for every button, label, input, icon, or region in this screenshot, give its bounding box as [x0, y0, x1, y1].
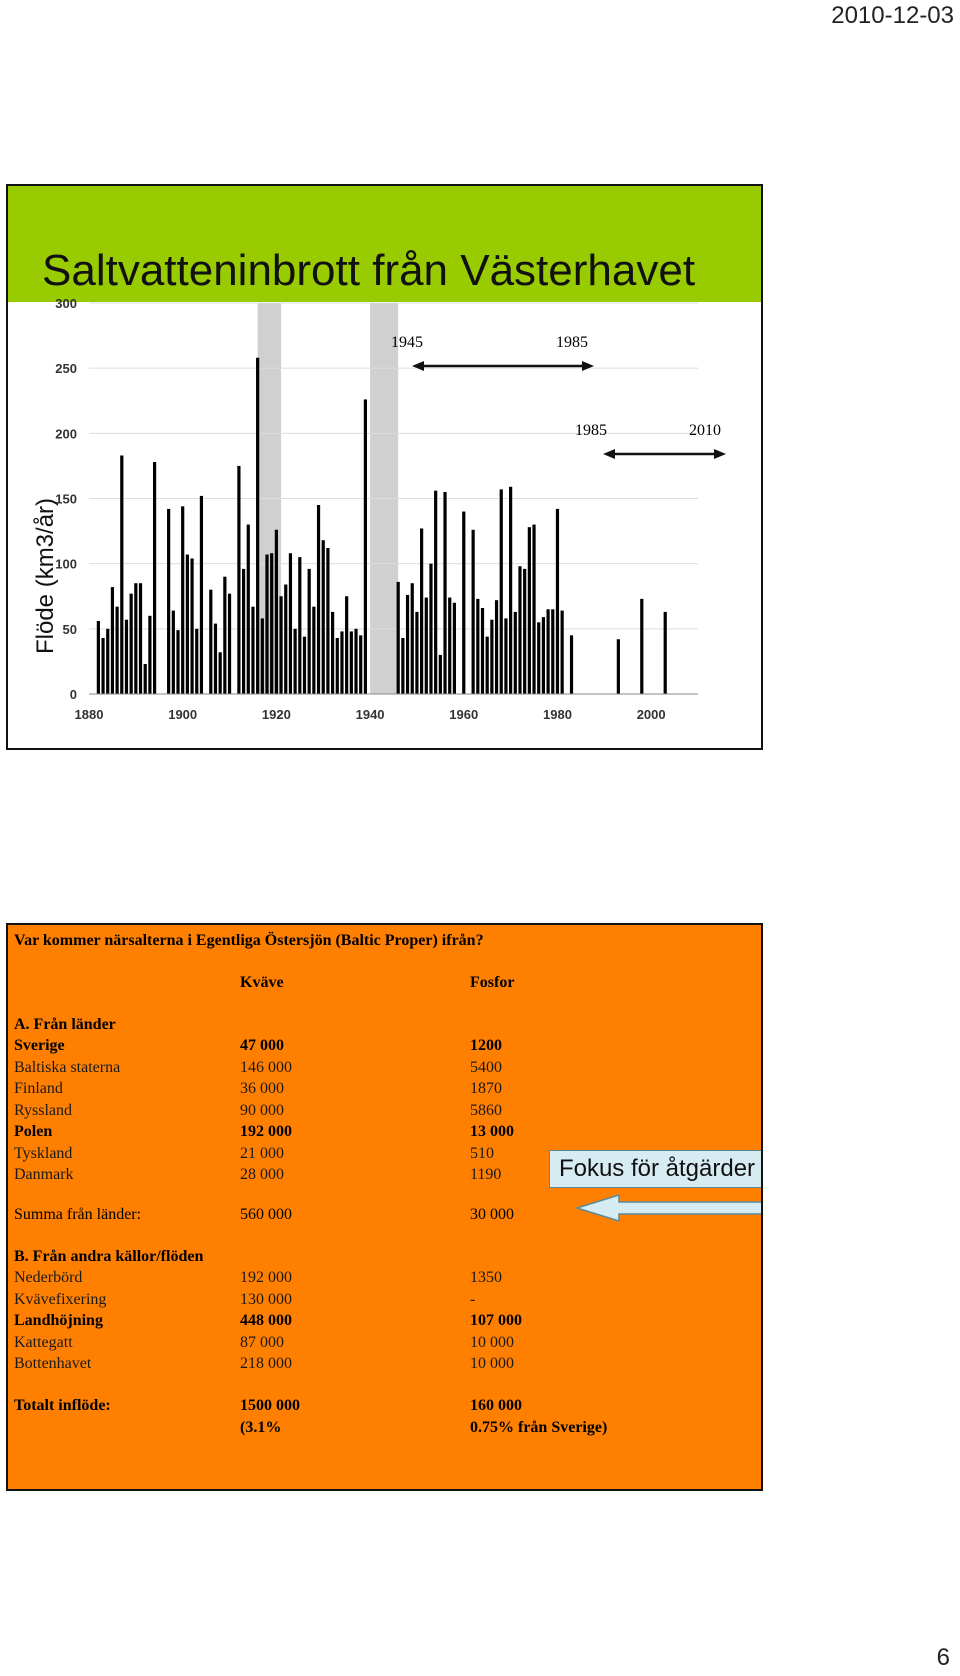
cell-kvave: 87 000	[240, 1333, 284, 1351]
bar-1930	[322, 540, 325, 694]
x-tick-label: 1900	[168, 707, 198, 722]
y-tick-label: 250	[55, 361, 77, 377]
bar-1935	[345, 596, 348, 694]
cell-fosfor: 10 000	[470, 1355, 514, 1372]
bar-1963	[476, 599, 479, 694]
bar-1914	[247, 525, 250, 694]
bar-1922	[284, 585, 287, 694]
bar-1906	[209, 590, 212, 694]
cell-kvave: 130 000	[240, 1290, 292, 1308]
arrow2-right-head	[714, 449, 726, 459]
bar-1951	[420, 528, 423, 694]
bar-1889	[130, 594, 133, 694]
x-tick-label: 1940	[355, 707, 385, 722]
bar-1892	[144, 664, 147, 694]
y-tick-label: 0	[69, 687, 77, 702]
cell-fosfor: 1350	[470, 1269, 502, 1286]
summa-fosfor: 30 000	[470, 1206, 514, 1223]
slide-nutrient-sources	[6, 923, 763, 1491]
cell-name: Bottenhavet	[14, 1355, 92, 1372]
bar-1936	[350, 631, 353, 694]
arrow1-end-label: 1985	[556, 334, 588, 351]
section-a-heading	[14, 1014, 754, 1035]
x-tick-label: 1960	[449, 707, 479, 722]
bar-1886	[116, 607, 119, 694]
table-row	[14, 1353, 754, 1374]
summa-label: Summa från länder:	[14, 1206, 142, 1223]
table-row	[14, 1332, 754, 1353]
cell-fosfor: 1870	[470, 1080, 502, 1097]
bar-1933	[336, 638, 339, 694]
bar-1916	[256, 358, 259, 694]
bar-1973	[523, 569, 526, 694]
page-date: 2010-12-03	[831, 2, 954, 29]
bar-1948	[406, 595, 409, 694]
bar-1979	[551, 609, 554, 694]
bar-1980	[556, 509, 559, 694]
slide-saltwater-chart	[6, 184, 763, 750]
bar-1902	[190, 558, 193, 694]
bar-1932	[331, 612, 334, 694]
arrow2-left-head	[603, 449, 615, 459]
cell-fosfor: 1190	[470, 1166, 502, 1183]
total-note-row	[14, 1417, 754, 1438]
bar-1983	[570, 635, 573, 694]
cell-name: Sverige	[14, 1037, 65, 1054]
bar-1925	[298, 557, 301, 694]
period-arrow-1945-1985	[391, 334, 594, 371]
bar-1883	[101, 638, 104, 694]
y-tick-label: 200	[55, 426, 77, 442]
bar-1899	[176, 630, 179, 694]
section-b-heading	[14, 1246, 754, 1267]
bar-1884	[106, 629, 109, 694]
bar-1974	[528, 527, 531, 694]
bar-1949	[411, 583, 414, 694]
bar-1912	[237, 466, 240, 694]
bar-1893	[148, 616, 151, 694]
bar-1919	[270, 553, 273, 694]
question-text: Var kommer närsalterna i Egentliga Östersjön (Baltic Proper) ifrån?	[14, 932, 484, 949]
bar-1953	[429, 564, 432, 694]
bar-1920	[275, 530, 278, 694]
cell-name: Finland	[14, 1080, 63, 1097]
total-kvave-note: (3.1%	[240, 1419, 282, 1436]
bar-1967	[495, 600, 498, 694]
bar-1965	[486, 637, 489, 694]
bar-1885	[111, 587, 114, 694]
cell-kvave: 448 000	[240, 1312, 292, 1329]
bar-1976	[537, 622, 540, 694]
bar-1970	[509, 487, 512, 694]
bar-1955	[439, 655, 442, 694]
bar-1966	[490, 620, 493, 694]
bar-1962	[472, 530, 475, 694]
fokus-arrow-icon	[576, 1193, 763, 1223]
arrow1-start-label: 1945	[391, 334, 423, 351]
table-row	[14, 1121, 754, 1142]
table-row	[14, 1078, 754, 1099]
col-header-kvave: Kväve	[240, 974, 284, 991]
bar-1904	[200, 496, 203, 694]
bar-1929	[317, 505, 320, 694]
bar-1890	[134, 583, 137, 694]
section-b-label: B. Från andra källor/flöden	[14, 1248, 204, 1265]
question-heading	[14, 930, 754, 951]
bar-1975	[532, 525, 535, 694]
bar-1924	[294, 629, 297, 694]
bar-1968	[500, 489, 503, 694]
cell-name: Landhöjning	[14, 1312, 103, 1329]
total-label: Totalt inflöde:	[14, 1397, 111, 1414]
bar-1908	[219, 652, 222, 694]
bar-1969	[504, 618, 507, 694]
summa-kvave: 560 000	[240, 1206, 292, 1223]
bar-1926	[303, 637, 306, 694]
bar-chart	[8, 186, 761, 748]
arrow2-start-label: 1985	[575, 422, 607, 439]
bar-1960	[462, 512, 465, 694]
cell-name: Nederbörd	[14, 1269, 83, 1286]
bar-1909	[223, 577, 226, 694]
cell-kvave: 90 000	[240, 1101, 284, 1119]
cell-name: Kattegatt	[14, 1333, 73, 1351]
bar-1931	[326, 548, 329, 694]
bar-1894	[153, 462, 156, 694]
bar-1923	[289, 553, 292, 694]
cell-fosfor: 5860	[470, 1101, 502, 1119]
cell-kvave: 47 000	[240, 1037, 284, 1054]
bar-1915	[251, 607, 254, 694]
table-row	[14, 1100, 754, 1121]
arrow2-end-label: 2010	[689, 422, 721, 439]
slide-title: Saltvatteninbrott från Västerhavet	[42, 246, 696, 295]
bar-1900	[181, 506, 184, 694]
bar-1957	[448, 598, 451, 694]
cell-fosfor: 1200	[470, 1037, 502, 1054]
bar-1939	[364, 399, 367, 694]
cell-kvave: 28 000	[240, 1166, 284, 1183]
bar-1887	[120, 455, 123, 694]
table-row	[14, 1267, 754, 1288]
x-tick-label: 1920	[261, 707, 291, 722]
total-row	[14, 1395, 754, 1416]
cell-fosfor: 510	[470, 1144, 494, 1162]
fokus-callout: Fokus för åtgärder	[549, 1150, 763, 1188]
bar-1956	[443, 492, 446, 694]
bar-1888	[125, 620, 128, 694]
bar-1938	[359, 635, 362, 694]
section-a-label: A. Från länder	[14, 1016, 116, 1033]
bar-1958	[453, 603, 456, 694]
bar-1978	[546, 609, 549, 694]
y-tick-label: 50	[62, 621, 77, 637]
bar-1954	[434, 491, 437, 694]
bar-1918	[265, 555, 268, 694]
y-tick-label: 300	[55, 296, 77, 311]
cell-name: Baltiska staterna	[14, 1058, 121, 1076]
total-kvave: 1500 000	[240, 1397, 300, 1414]
bar-1903	[195, 629, 198, 694]
bar-1917	[261, 618, 264, 694]
bar-1971	[514, 612, 517, 694]
bar-1950	[415, 612, 418, 694]
cell-name: Ryssland	[14, 1101, 73, 1119]
bar-1947	[401, 638, 404, 694]
cell-name: Kvävefixering	[14, 1290, 107, 1308]
table-row	[14, 1289, 754, 1310]
cell-kvave: 192 000	[240, 1123, 292, 1140]
bar-1952	[425, 598, 428, 694]
bar-1927	[308, 569, 311, 694]
arrow1-left-head	[412, 361, 424, 371]
table-row	[14, 1057, 754, 1078]
bar-1946	[397, 582, 400, 694]
bar-2003	[664, 612, 667, 694]
y-axis-label: Flöde (km3/år)	[32, 497, 59, 654]
bar-1981	[561, 611, 564, 694]
cell-name: Danmark	[14, 1166, 74, 1183]
period-arrow-1985-2010	[575, 422, 726, 459]
y-tick-label: 100	[55, 556, 77, 572]
cell-fosfor: 10 000	[470, 1333, 514, 1351]
bar-1934	[340, 631, 343, 694]
page-number: 6	[936, 1644, 950, 1671]
y-tick-label: 150	[55, 491, 77, 507]
cell-name: Tyskland	[14, 1144, 73, 1162]
cell-kvave: 146 000	[240, 1058, 292, 1076]
bar-1928	[312, 607, 315, 694]
cell-fosfor: 13 000	[470, 1123, 514, 1140]
bar-1913	[242, 569, 245, 694]
bar-1993	[617, 639, 620, 694]
bar-1882	[97, 621, 100, 694]
cell-kvave: 218 000	[240, 1355, 292, 1372]
arrow1-right-head	[582, 361, 594, 371]
column-headers	[14, 972, 754, 993]
cell-kvave: 21 000	[240, 1144, 284, 1162]
bar-1921	[279, 596, 282, 694]
bar-1907	[214, 624, 217, 694]
bar-1897	[167, 509, 170, 694]
bar-1964	[481, 608, 484, 694]
cell-fosfor: 5400	[470, 1058, 502, 1076]
table-row	[14, 1310, 754, 1331]
cell-fosfor: 107 000	[470, 1312, 522, 1329]
bar-1998	[640, 599, 643, 694]
total-fosfor-note: 0.75% från Sverige)	[470, 1419, 608, 1436]
bar-1937	[354, 629, 357, 694]
bar-1898	[172, 611, 175, 694]
table-row	[14, 1035, 754, 1056]
x-tick-label: 2000	[636, 707, 666, 722]
x-tick-label: 1980	[543, 707, 572, 722]
bar-1891	[139, 583, 142, 694]
cell-kvave: 36 000	[240, 1080, 284, 1097]
cell-fosfor: -	[470, 1290, 476, 1308]
total-fosfor: 160 000	[470, 1397, 522, 1414]
cell-kvave: 192 000	[240, 1269, 292, 1286]
col-header-fosfor: Fosfor	[470, 974, 515, 991]
bar-1972	[518, 566, 521, 694]
bar-1910	[228, 594, 231, 694]
bar-1977	[542, 617, 545, 694]
cell-name: Polen	[14, 1123, 53, 1140]
bar-1901	[186, 555, 189, 694]
x-tick-label: 1880	[74, 707, 104, 722]
